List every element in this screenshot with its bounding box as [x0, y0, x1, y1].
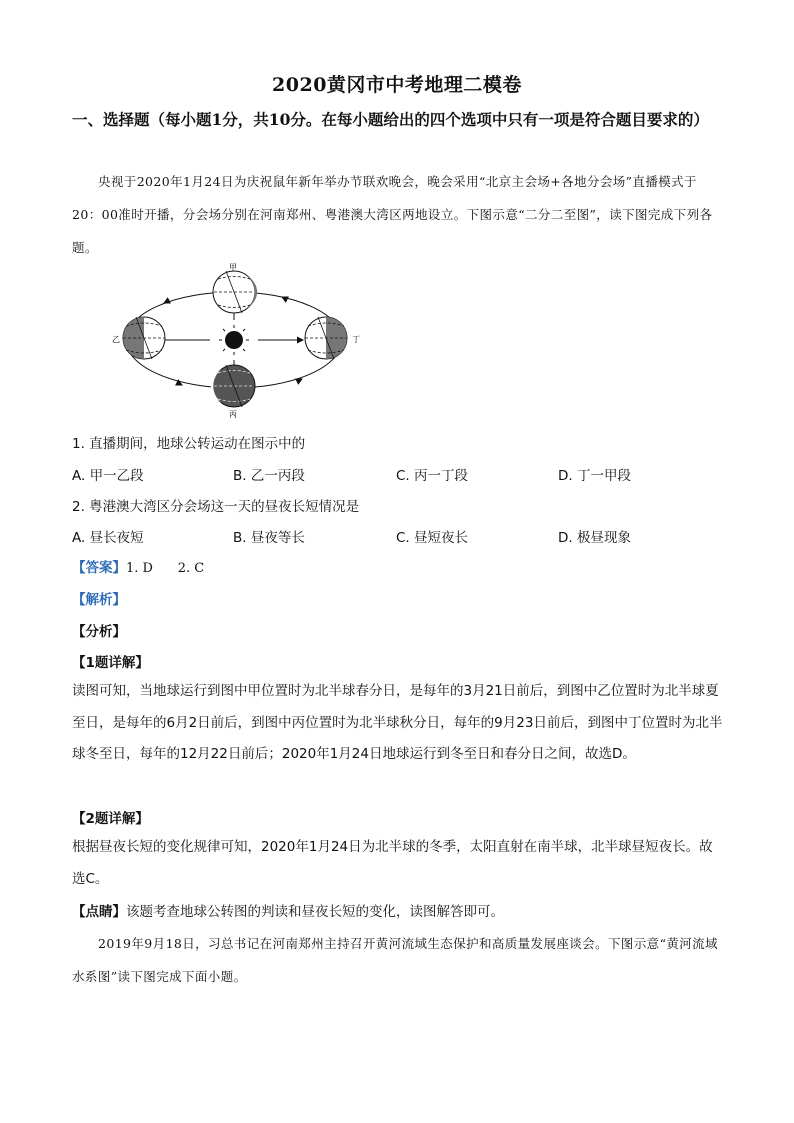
section-heading: 一、选择题（每小题1分，共10分。在每小题给出的四个选项中只有一项是符合题目要求的） [72, 110, 709, 129]
answer-line [72, 556, 204, 576]
earth-left [123, 317, 165, 359]
question-1-stem: 1. 直播期间，地球公转运动在图示中的 [72, 436, 306, 452]
q1-option-c: C. 丙一丁段 [396, 468, 469, 484]
q2-option-d: D. 极昼现象 [558, 530, 631, 546]
sun-icon [219, 325, 249, 355]
page-title: 2020黄冈市中考地理二模卷 [272, 74, 522, 96]
q2-option-c: C. 昼短夜长 [396, 530, 469, 546]
detail-1-heading: 【1题详解】 [72, 655, 149, 671]
detail-2-heading: 【2题详解】 [72, 811, 149, 827]
label-jia: 甲 [229, 263, 237, 272]
earth-top [213, 271, 257, 313]
fenxi-heading: 【分析】 [72, 624, 126, 640]
intro-paragraph-1: 央视于2020年1月24日为庆祝鼠年新年举办节联欢晚会，晚会采用“北京主会场+各地分会场”直播模式于20：00准时开播，分会场分别在河南郑州、粤港澳大湾区两地设立。下图示意“二分二至图”，读下图完成下列各题。 [72, 174, 713, 255]
intro-paragraph-2: 2019年9月18日，习总书记在河南郑州主持召开黄河流域生态保护和高质量发展座谈会。下图示意“黄河流域水系图”读下图完成下面小题。 [72, 936, 718, 984]
analysis-tag: 【解析】 [72, 592, 126, 608]
q2-option-b: B. 昼夜等长 [233, 530, 305, 546]
label-yi: 乙 [112, 335, 120, 344]
label-ding: 丁 [352, 335, 360, 344]
detail-1-text: 读图可知，当地球运行到图中甲位置时为北半球春分日，是每年的3月21日前后，到图中乙位置时为北半球夏至日，是每年的6月2日前后，到图中丙位置时为北半球秋分日，每年的9月23日前后，到图中丁位置时为北半球冬至日，每年的12月22日前后；2020年1月24日地球运行到冬至日和春分日之间，故选D。 [72, 683, 723, 762]
answer-tag: 【答案】 [72, 560, 126, 576]
earth-bottom [211, 365, 255, 407]
orbit-diagram [108, 262, 364, 422]
q1-option-d: D. 丁一甲段 [558, 468, 631, 484]
question-2-stem: 2. 粤港澳大湾区分会场这一天的昼夜长短情况是 [72, 499, 360, 515]
orbit-arrow [300, 379, 302, 380]
answer-text: 1. D 2. C [126, 561, 205, 576]
dianjing-text: 该题考查地球公转图的判读和昼夜长短的变化，读图解答即可。 [126, 904, 504, 920]
q1-option-a: A. 甲一乙段 [72, 468, 144, 484]
earth-right [305, 317, 347, 359]
label-bing: 丙 [229, 410, 237, 419]
dianjing-tag: 【点睛】 [72, 904, 126, 920]
detail-2-text: 根据昼夜长短的变化规律可知，2020年1月24日为北半球的冬季，太阳直射在南半球，北半球昼短夜长。故选C。 [72, 839, 713, 887]
dianjing-line [72, 900, 504, 920]
q1-option-b: B. 乙一丙段 [233, 468, 305, 484]
q2-option-a: A. 昼长夜短 [72, 530, 144, 546]
orbit-arrow [180, 384, 182, 385]
